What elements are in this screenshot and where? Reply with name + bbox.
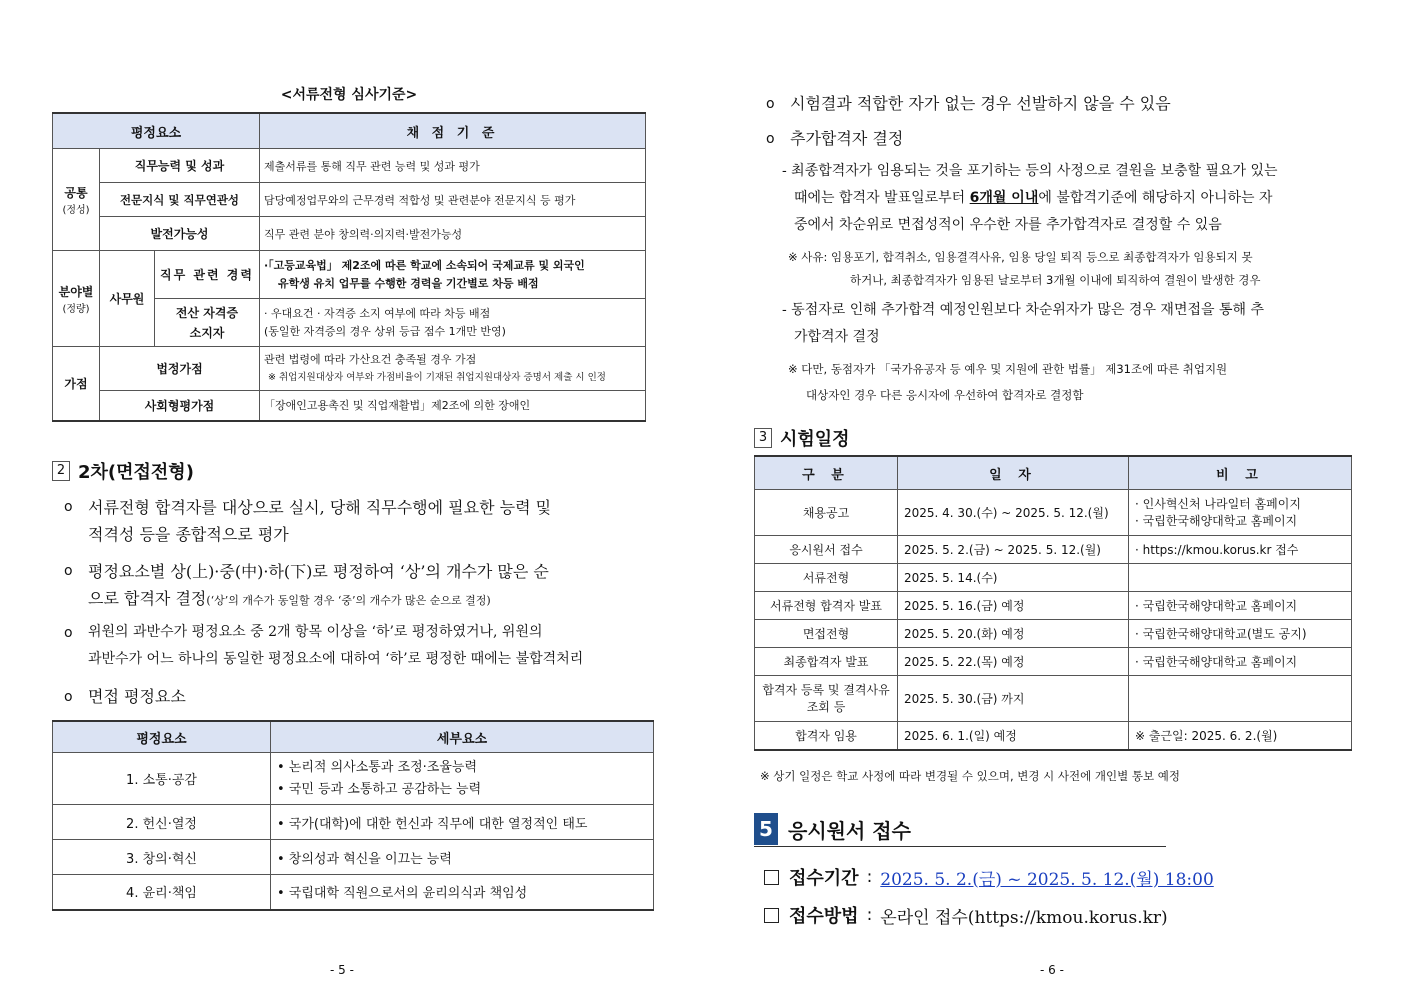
- section-number: 3: [754, 428, 772, 448]
- group-field: 분야별 (정량): [53, 251, 100, 347]
- interview-item: 4. 윤리·책임: [53, 875, 271, 910]
- row-criteria: 담당예정업무와의 근무경력 적합성 및 관련분야 전문지식 등 평가: [260, 183, 646, 217]
- bullet-icon: o: [766, 96, 775, 112]
- schedule-date: 2025. 5. 22.(목) 예정: [898, 648, 1129, 676]
- checkbox-icon: [764, 908, 779, 923]
- section-2-paragraph-2: 평정요소별 상(上)·중(中)·하(下)로 평정하여 ‘상’의 개수가 많은 순 으로 합격자 결정(‘상’의 개수가 동일할 경우 ‘중’의 개수가 많은 순으로 결정): [88, 562, 549, 608]
- section-title: 2차(면접전형): [78, 462, 194, 483]
- header-category: 구 분: [755, 456, 898, 490]
- period-separator: :: [866, 867, 873, 887]
- bullet-icon: o: [766, 131, 775, 147]
- page-number: - 6 -: [1040, 963, 1064, 977]
- method-separator: :: [866, 905, 873, 925]
- row-criteria: 제출서류를 통해 직무 관련 능력 및 성과 평가: [260, 149, 646, 183]
- application-method: [764, 902, 1168, 928]
- period-value: 2025. 5. 2.(금) ~ 2025. 5. 12.(월) 18:00: [880, 869, 1214, 890]
- row-label: 법정가점: [100, 347, 260, 391]
- right-paragraph-1: 시험결과 적합한 자가 없는 경우 선발하지 않을 수 있음: [790, 94, 1171, 113]
- additional-pass-note-2: ※ 다만, 동점자가 「국가유공자 등 예우 및 지원에 관한 법률」 제31조에 따른 취업지원 대상자인 경우 다른 응시자에 우선하여 합격자로 결정함: [788, 362, 1228, 402]
- schedule-note: ※ 상기 일정은 학교 사정에 따라 변경될 수 있으며, 변경 시 사전에 개인별 통보 예정: [760, 769, 1180, 783]
- schedule-remarks: · https://kmou.korus.kr 접수: [1129, 536, 1352, 564]
- schedule-category: 서류전형 합격자 발표: [755, 592, 898, 620]
- interview-detail: • 국립대학 직원으로서의 윤리의식과 책임성: [271, 875, 654, 910]
- schedule-date: 2025. 4. 30.(수) ~ 2025. 5. 12.(월): [898, 490, 1129, 536]
- schedule-category: 응시원서 접수: [755, 536, 898, 564]
- schedule-remarks: · 국립한국해양대학교 홈페이지: [1129, 592, 1352, 620]
- section-2-paragraph-4: 면접 평정요소: [88, 687, 186, 706]
- row-criteria: ·「고등교육법」 제2조에 따른 학교에 소속되어 국제교류 및 외국인 유학생 유치 업무를 수행한 경력을 기간별로 차등 배점: [260, 251, 646, 299]
- schedule-remarks: [1129, 676, 1352, 722]
- schedule-category: 채용공고: [755, 490, 898, 536]
- header-remarks: 비 고: [1129, 456, 1352, 490]
- schedule-date: 2025. 5. 30.(금) 까지: [898, 676, 1129, 722]
- schedule-category: 최종합격자 발표: [755, 648, 898, 676]
- schedule-remarks: ※ 출근일: 2025. 6. 2.(월): [1129, 722, 1352, 750]
- schedule-date: 2025. 5. 14.(수): [898, 564, 1129, 592]
- schedule-date: 2025. 5. 16.(금) 예정: [898, 592, 1129, 620]
- bullet-icon: o: [64, 625, 73, 641]
- interview-criteria-table: [52, 720, 654, 911]
- row-criteria: · 우대요건 · 자격증 소지 여부에 따라 차등 배점 (동일한 자격증의 경우 상위 등급 점수 1개만 반영): [260, 299, 646, 347]
- group-bonus: 가점: [53, 347, 100, 421]
- schedule-remarks: · 인사혁신처 나라일터 홈페이지 · 국립한국해양대학교 홈페이지: [1129, 490, 1352, 536]
- schedule-remarks: [1129, 564, 1352, 592]
- group-field-job: 사무원: [100, 251, 155, 347]
- schedule-category: 서류전형: [755, 564, 898, 592]
- exam-schedule-table: [754, 455, 1352, 751]
- row-label: 직무 관련 경력: [155, 251, 260, 299]
- method-value: 온라인 접수(https://kmou.korus.kr): [880, 907, 1168, 928]
- schedule-category: 합격자 임용: [755, 722, 898, 750]
- period-label: 접수기간: [789, 868, 859, 889]
- schedule-category: 합격자 등록 및 결격사유 조회 등: [755, 676, 898, 722]
- page-number: - 5 -: [330, 963, 354, 977]
- interview-item: 1. 소통·공감: [53, 753, 271, 805]
- section-number: 5: [754, 813, 778, 845]
- section-2-paragraph-3: 위원의 과반수가 평정요소 중 2개 항목 이상을 ‘하’로 평정하였거나, 위원의 과반수가 어느 하나의 동일한 평정요소에 대하여 ‘하’로 평정한 때에는 불합격처리: [88, 624, 584, 667]
- section-2-paragraph-1: 서류전형 합격자를 대상으로 실시, 당해 직무수행에 필요한 능력 및 적격성 등을 종합적으로 평가: [88, 498, 552, 544]
- schedule-category: 면접전형: [755, 620, 898, 648]
- section-title: 시험일정: [780, 429, 850, 450]
- interview-detail: • 국가(대학)에 대한 헌신과 직무에 대한 열정적인 태도: [271, 805, 654, 840]
- additional-pass-detail-1: - 최종합격자가 임용되는 것을 포기하는 등의 사정으로 결원을 보충할 필요가 있는 때에는 합격자 발표일로부터 6개월 이내에 불합격기준에 해당하지 아니하는 자 중에서 차순위로 면접성적이 우수한 자를 추가합격자로 결정할 수 있음: [782, 163, 1278, 233]
- bullet-icon: o: [64, 689, 73, 705]
- additional-pass-note-1: ※ 사유: 임용포기, 합격취소, 임용결격사유, 임용 당일 퇴직 등으로 최종합격자가 임용되지 못 하거나, 최종합격자가 임용된 날로부터 3개월 이내에 퇴직하여 결원이 발생한 경우: [788, 250, 1261, 287]
- right-paragraph-2: 추가합격자 결정: [790, 129, 904, 148]
- section-3-heading: [754, 425, 850, 451]
- additional-pass-detail-2: - 동점자로 인해 추가합격 예정인원보다 차순위자가 많은 경우 재면접을 통해 추 가합격자 결정: [782, 302, 1264, 345]
- section-number: 2: [52, 461, 70, 481]
- method-label: 접수방법: [789, 906, 859, 927]
- header-scoring-standard: 채 점 기 준: [260, 113, 646, 149]
- header-criteria-element: 평정요소: [53, 113, 260, 149]
- interview-detail: • 창의성과 혁신을 이끄는 능력: [271, 840, 654, 875]
- header-criteria-element: 평정요소: [53, 721, 271, 753]
- row-criteria: 관련 법령에 따라 가산요건 충족될 경우 가점 ※ 취업지원대상자 여부와 가점비율이 기재된 취업지원대상자 증명서 제출 시 인정: [260, 347, 646, 391]
- row-label: 전산 자격증 소지자: [155, 299, 260, 347]
- interview-item: 2. 헌신·열정: [53, 805, 271, 840]
- row-criteria: 직무 관련 분야 창의력·의지력·발전가능성: [260, 217, 646, 251]
- checkbox-icon: [764, 870, 779, 885]
- header-date: 일 자: [898, 456, 1129, 490]
- schedule-date: 2025. 6. 1.(일) 예정: [898, 722, 1129, 750]
- schedule-date: 2025. 5. 2.(금) ~ 2025. 5. 12.(월): [898, 536, 1129, 564]
- row-label: 직무능력 및 성과: [100, 149, 260, 183]
- schedule-date: 2025. 5. 20.(화) 예정: [898, 620, 1129, 648]
- interview-detail: • 논리적 의사소통과 조정·조율능력 • 국민 등과 소통하고 공감하는 능력: [271, 753, 654, 805]
- header-detail-element: 세부요소: [271, 721, 654, 753]
- row-criteria: 「장애인고용촉진 및 직업재활법」제2조에 의한 장애인: [260, 391, 646, 421]
- bullet-icon: o: [64, 563, 73, 579]
- row-label: 전문지식 및 직무연관성: [100, 183, 260, 217]
- row-label: 발전가능성: [100, 217, 260, 251]
- schedule-remarks: · 국립한국해양대학교 홈페이지: [1129, 648, 1352, 676]
- interview-item: 3. 창의·혁신: [53, 840, 271, 875]
- application-period: [764, 864, 1214, 890]
- schedule-remarks: · 국립한국해양대학교(별도 공지): [1129, 620, 1352, 648]
- bullet-icon: o: [64, 499, 73, 515]
- section-5-heading: [754, 812, 1166, 847]
- section-title: 응시원서 접수: [788, 818, 911, 843]
- group-common: 공통 (정성): [53, 149, 100, 251]
- doc-screening-table-title: <서류전형 심사기준>: [280, 87, 418, 103]
- section-2-heading: [52, 458, 194, 484]
- row-label: 사회형평가점: [100, 391, 260, 421]
- doc-screening-table: [52, 112, 646, 422]
